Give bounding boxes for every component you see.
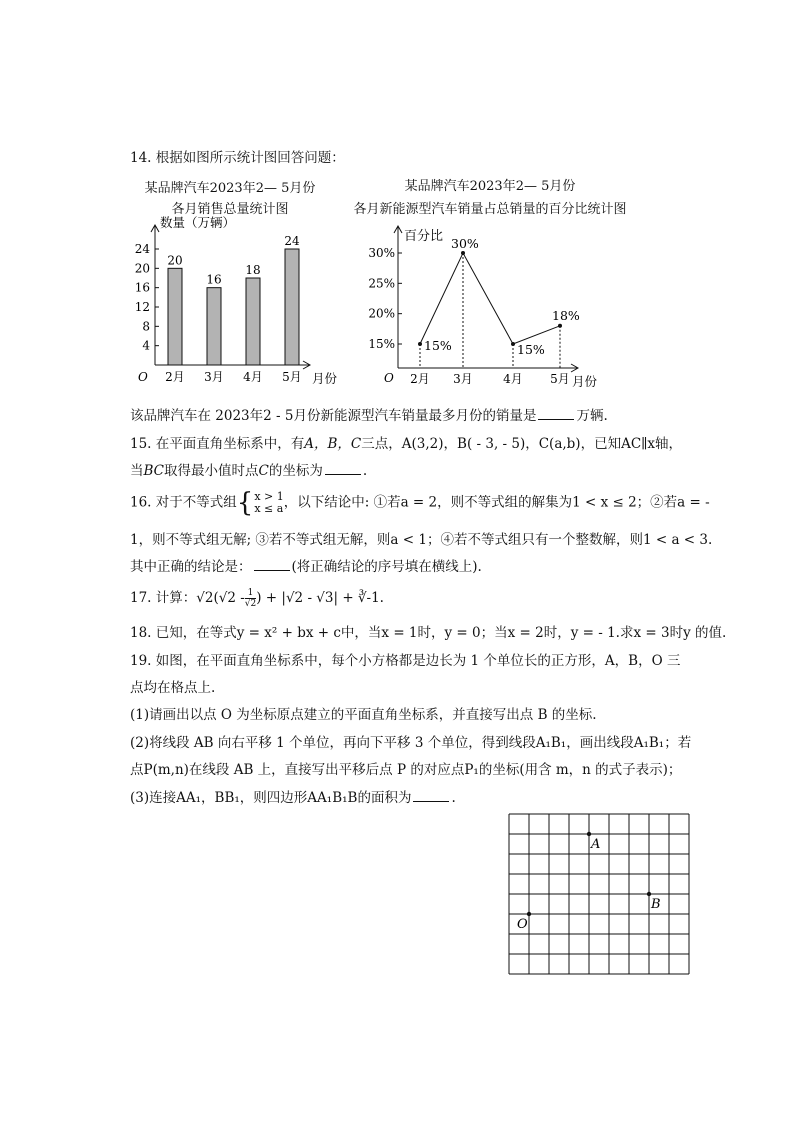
point-a: [587, 832, 591, 836]
q19-part2b: 点P(m,n)在线段 AB 上，直接写出平移后点 P 的对应点P₁的坐标(用含 m，n 的式子表示)；: [130, 762, 682, 778]
point-b-label: B: [651, 897, 661, 912]
bar-chart: [120, 215, 355, 395]
coordinate-grid: [505, 810, 695, 980]
y-tick-label: 24: [134, 242, 150, 256]
answer-blank[interactable]: [413, 789, 449, 802]
bar: [207, 288, 221, 365]
q14-question: 该品牌汽车在 2023年2 - 5月份新能源型汽车销量最多月份的销量是 万辆.: [130, 408, 608, 424]
y-tick-label: 8: [142, 319, 150, 334]
x-axis-label: 月份: [312, 371, 338, 386]
bar-chart-title-1: 某品牌汽车2023年2— 5月份: [144, 181, 316, 196]
q19-part1: (1)请画出以点 O 为坐标原点建立的平面直角坐标系，并直接写出点 B 的坐标.: [130, 707, 597, 723]
x-tick-label: 3月: [453, 372, 473, 386]
x-tick-label: 4月: [503, 372, 523, 386]
q17: 17. 计算：√2(√2 - $\frac{1}{√2}$ ) + |√2 - √3| + ∛-1.: [130, 588, 384, 609]
x-axis-label: 月份: [572, 374, 598, 389]
x-tick-label: 5月: [282, 370, 302, 384]
answer-blank[interactable]: [254, 558, 290, 571]
y-tick-label: 20%: [368, 306, 395, 321]
x-tick-label: 2月: [410, 372, 430, 386]
y-tick-label: 20: [134, 261, 150, 276]
q15-line1: 15. 在平面直角坐标系中，有A，B，C三点，A(3,2)，B( - 3, - 5)，C(a,b)，已知AC∥x轴，: [130, 436, 683, 452]
q19-part2a: (2)将线段 AB 向右平移 1 个单位，再向下平移 3 个单位，得到线段A₁B₁，画出线段A₁B₁；若: [130, 735, 692, 751]
data-point: [418, 342, 422, 346]
y-axis-label: 百分比: [404, 229, 444, 244]
line-chart-title-1: 某品牌汽车2023年2— 5月份: [404, 179, 576, 194]
q16-line3: 其中正确的结论是： (将正确结论的序号填在横线上).: [130, 559, 482, 575]
y-tick-label: 25%: [368, 276, 395, 291]
q14-heading: 14. 根据如图所示统计图回答问题：: [130, 150, 345, 166]
x-tick-label: 4月: [243, 370, 263, 384]
point-data-label: 30%: [451, 236, 479, 251]
answer-blank[interactable]: [538, 407, 574, 420]
series-line: [420, 253, 560, 344]
y-tick-label: 30%: [368, 246, 395, 260]
bar: [168, 268, 182, 365]
bar-data-label: 18: [245, 263, 261, 277]
q19-line1: 19. 如图，在平面直角坐标系中，每个小方格都是边长为 1 个单位长的正方形，A，B，O 三: [130, 653, 681, 669]
q16-line1: 16. 对于不等式组 { x > 1 x ≤ a ，以下结论中: ①若a = 2，则不等式组的解集为1 < x ≤ 2；②若a = -: [130, 488, 710, 518]
bar-data-label: 20: [167, 253, 183, 268]
y-tick-label: 4: [142, 338, 150, 353]
bar: [285, 249, 299, 365]
q16-line2: 1，则不等式组无解; ③若不等式组无解，则a < 1；④若不等式组只有一个整数解，则1 < a < 3.: [130, 532, 713, 548]
x-tick-label: 2月: [165, 370, 185, 384]
fraction: $\frac{1}{√2}$: [244, 588, 257, 609]
point-o-label: O: [517, 917, 528, 932]
line-chart-title-2: 各月新能源型汽车销量占总销量的百分比统计图: [353, 202, 627, 217]
bar-data-label: 24: [284, 234, 300, 248]
x-tick-label: 3月: [204, 370, 224, 384]
bar-chart-title-2: 各月销售总量统计图: [171, 202, 289, 217]
line-chart: [360, 218, 620, 398]
data-point: [558, 324, 562, 328]
q19-part3: (3)连接AA₁，BB₁，则四边形AA₁B₁B的面积为 .: [130, 790, 456, 806]
data-point: [511, 342, 515, 346]
point-data-label: 15%: [517, 342, 545, 357]
q18: 18. 已知，在等式y = x² + bx + c中，当x = 1时，y = 0；当x = 2时，y = - 1.求x = 3时y 的值.: [130, 625, 727, 641]
bar-data-label: 16: [206, 272, 222, 287]
inequality-1: x > 1: [254, 490, 284, 503]
origin-label: O: [138, 370, 148, 384]
x-tick-label: 5月: [550, 372, 570, 386]
y-axis-label: 数量（万辆）: [160, 215, 236, 230]
q15-line2: 当BC取得最小值时点C的坐标为 .: [130, 463, 368, 479]
point-data-label: 18%: [552, 307, 580, 323]
point-o: [527, 912, 531, 916]
point-a-label: A: [591, 837, 601, 852]
point-data-label: 15%: [424, 338, 452, 353]
q19-line2: 点均在格点上.: [130, 680, 216, 696]
y-tick-label: 15%: [368, 337, 395, 351]
y-tick-label: 16: [134, 280, 150, 295]
origin-label: O: [384, 371, 394, 385]
point-b: [647, 892, 651, 896]
inequality-2: x ≤ a: [254, 502, 284, 515]
bar: [246, 278, 260, 365]
data-point: [461, 251, 465, 255]
answer-blank[interactable]: [325, 462, 361, 475]
y-tick-label: 12: [134, 300, 150, 314]
